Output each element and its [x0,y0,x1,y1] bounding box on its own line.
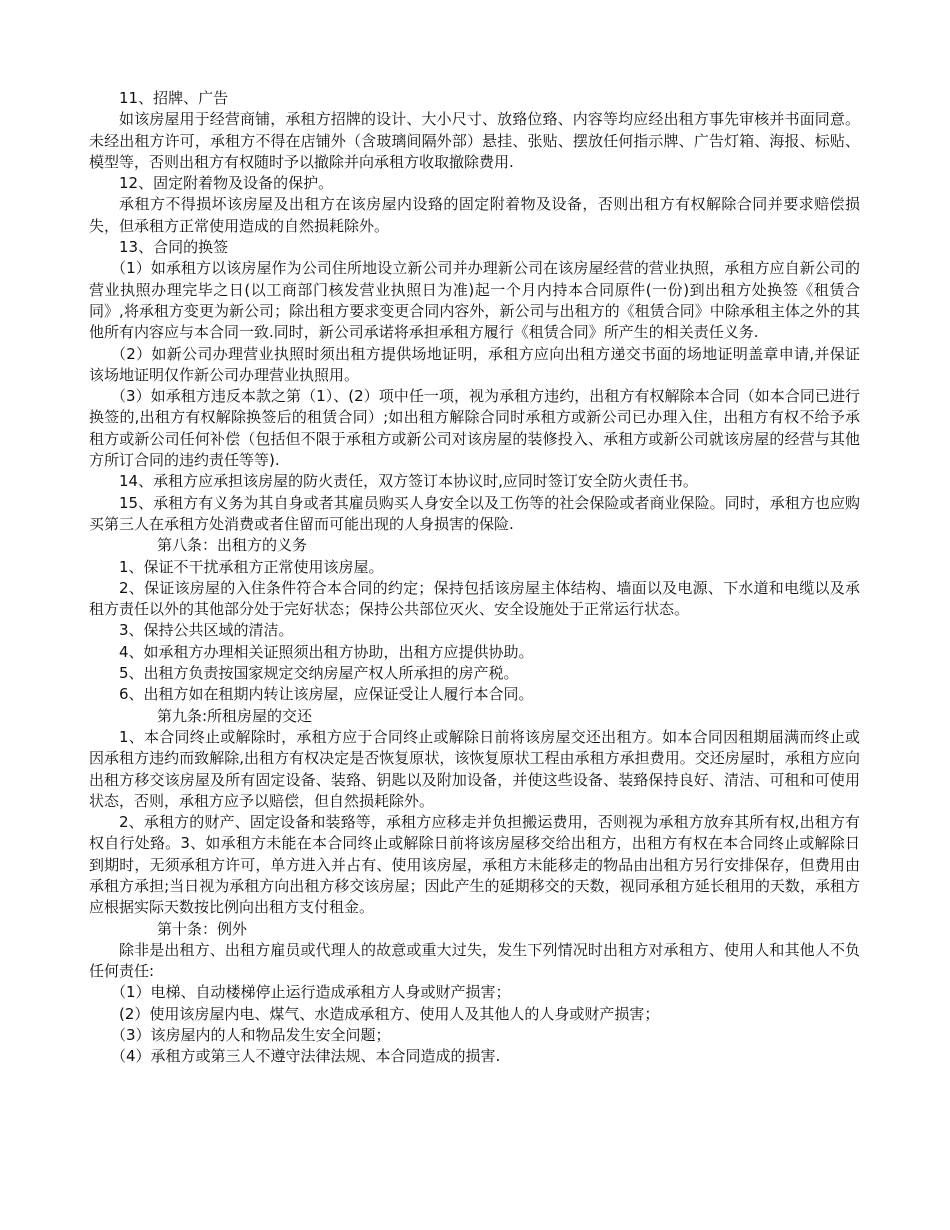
paragraph-exceptions-intro: 除非是出租方、出租方雇员或代理人的故意或重大过失，发生下列情况时出租方对承租方、使用人和其他人不负任何责任: [89,940,860,981]
paragraph-duty-5: 5、出租方负责按国家规定交纳房屋产权人所承担的房产税。 [119,664,519,683]
paragraph-duty-3: 3、保持公共区域的清洁。 [119,621,294,640]
paragraph-item-15: 15、承租方有义务为其自身或者其雇员购买人身安全以及工伤等的社会保险或者商业保险。同时，承租方也应购买第三人在承租方处消费或者住留而可能出现的人身损害的保险. [89,493,860,533]
paragraph-exception-3: （3）该房屋内的人和物品发生安全问题； [111,1026,391,1045]
paragraph-duty-2: 2、保证该房屋的入住条件符合本合同的约定；保持包括该房屋主体结构、墙面以及电源、下水道和电缆以及承租方责任以外的其他部分处于完好状态；保持公共部位灭火、安全设施处于正常运行状态。 [89,578,860,619]
paragraph-duty-6: 6、出租方如在租期内转让该房屋，应保证受让人履行本合同。 [119,685,534,704]
section-heading-13: 13、合同的换签 [119,238,229,257]
paragraph-return-2: 2、承租方的财产、固定设备和装臵等，承租方应移走并负担搬运费用，否则视为承租方放弃其所有权,出租方有权自行处臵。3、如承租方未能在本合同终止或解除日前将该房屋移交给出租方，出租方有权在本合同终止或解除日到期时，无须承租方许可，单方进入并占有、使用该房屋，承租方未能移走的物品由出租方另行安排保存，但费用由承租方承担;当日视为承租方向出租方移交该房屋；因此产生的延期移交的天数，视同承租方延长租用的天数，承租方应根据实际天数按比例向出租方支付租金。 [89,813,860,917]
paragraph-duty-4: 4、如承租方办理相关证照须出租方协助，出租方应提供协助。 [119,642,534,661]
article-heading-10: 第十条：例外 [157,919,248,938]
paragraph-item-13-3: （3）如承租方违反本款之第（1）、(2）项中任一项，视为承租方违约，出租方有权解除本合同（如本合同已进行换签的,出租方有权解除换签后的租赁合同）;如出租方解除合同时承租方或新公司已办理入住，出租方有权不给予承租方或新公司任何补偿（包括但不限于承租方或新公司对该房屋的装修投入、承租方或新公司就该房屋的经营与其他方所订合同的违约责任等等). [89,387,860,470]
paragraph-return-1: 1、本合同终止或解除时，承租方应于合同终止或解除日前将该房屋交还出租方。如本合同因租期届满而终止或因承租方违约而致解除,出租方有权决定是否恢复原状，该恢复原状工程由承租方承担费用。交还房屋时，承租方应向出租方移交该房屋及所有固定设备、装臵、钥匙以及附加设备，并使这些设备、装臵保持良好、清洁、可租和可使用状态，否则，承租方应予以赔偿，但自然损耗除外。 [89,727,860,810]
paragraph-item-13-1: （1）如承租方以该房屋作为公司住所地设立新公司并办理新公司在该房屋经营的营业执照，承租方应自新公司的营业执照办理完毕之日(以工商部门核发营业执照日为准)起一个月内持本合同原件(一份)到出租方处换签《租赁合同》,将承租方变更为新公司；除出租方要求变更合同内容外，新公司与出租方的《租赁合同》中除承租主体之外的其他所有内容应与本合同一致.同时，新公司承诺将承担承租方履行《租赁合同》所产生的相关责任义务. [89,259,860,342]
paragraph-exception-2: (2）使用该房屋内电、煤气、水造成承租方、使用人及其他人的人身或财产损害； [119,1004,660,1023]
article-heading-8: 第八条：出租方的义务 [157,536,308,555]
section-heading-12: 12、固定附着物及设备的保护。 [119,174,334,193]
paragraph-duty-1: 1、保证不干扰承租方正常使用该房屋。 [119,557,384,576]
paragraph-item-13-2: （2）如新公司办理营业执照时须出租方提供场地证明，承租方应向出租方递交书面的场地证明盖章申请,并保证该场地证明仅作新公司办理营业执照用。 [89,344,860,384]
article-heading-9: 第九条:所租房屋的交还 [157,706,313,725]
paragraph-fixtures: 承租方不得损坏该房屋及出租方在该房屋内设臵的固定附着物及设备，否则出租方有权解除合同并要求赔偿损失，但承租方正常使用造成的自然损耗除外。 [89,195,860,235]
paragraph-signage: 如该房屋用于经营商铺，承租方招牌的设计、大小尺寸、放臵位臵、内容等均应经出租方事先审核并书面同意。未经出租方许可，承租方不得在店铺外（含玻璃间隔外部）悬挂、张贴、摆放任何指示牌、广告灯箱、海报、标贴、模型等，否则出租方有权随时予以撤除并向承租方收取撤除费用. [89,110,860,171]
paragraph-exception-1: （1）电梯、自动楼梯停止运行造成承租方人身或财产损害； [111,983,511,1002]
section-heading-11: 11、招牌、广告 [119,89,229,107]
paragraph-item-14: 14、承租方应承担该房屋的防火责任，双方签订本协议时,应同时签订安全防火责任书。 [119,472,698,491]
paragraph-exception-4: （4）承租方或第三人不遵守法律法规、本合同造成的损害. [111,1047,501,1066]
